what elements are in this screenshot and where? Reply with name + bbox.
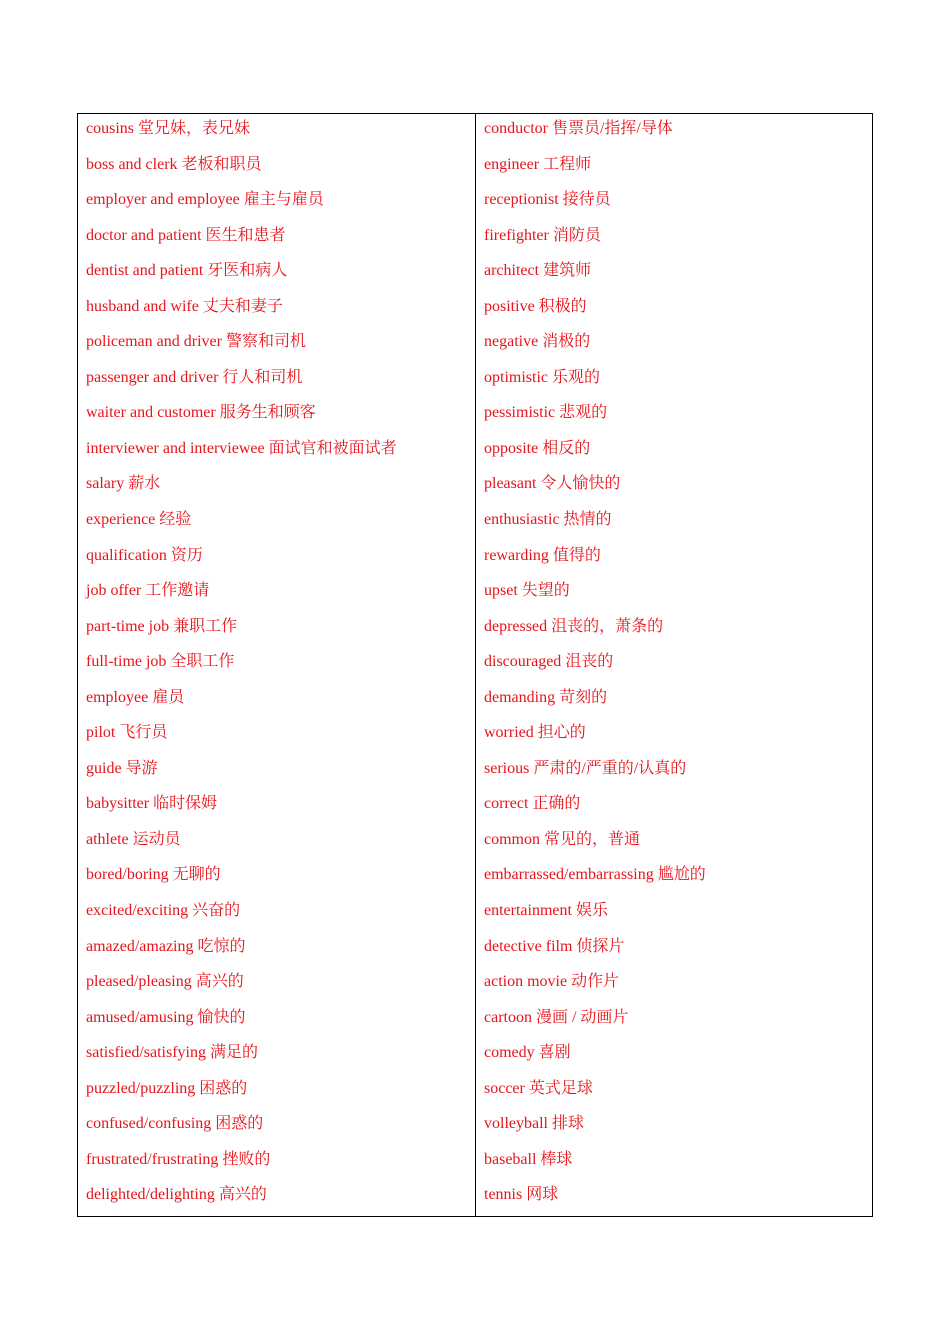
right-vocab-entry: positive 积极的	[484, 297, 587, 315]
right-vocab-entry: rewarding 值得的	[484, 546, 601, 564]
left-vocab-entry: cousins 堂兄妹，表兄妹	[86, 120, 251, 137]
left-vocab-entry: satisfied/satisfying 满足的	[86, 1044, 258, 1062]
right-vocab-entry: demanding 苛刻的	[484, 688, 608, 706]
left-vocab-entry: pilot 飞行员	[86, 724, 168, 742]
left-vocab-entry: husband and wife 丈夫和妻子	[86, 297, 283, 315]
right-vocab-entry: enthusiastic 热情的	[484, 511, 612, 529]
left-vocab-entry: excited/exciting 兴奋的	[86, 902, 241, 920]
right-vocab-entry: soccer 英式足球	[484, 1079, 593, 1097]
right-vocab-entry: comedy 喜剧	[484, 1044, 571, 1062]
left-vocab-entry: puzzled/puzzling 困惑的	[86, 1079, 248, 1097]
vocabulary-table	[77, 113, 873, 1217]
left-vocab-entry: frustrated/frustrating 挫败的	[86, 1150, 271, 1168]
left-vocab-entry: policeman and driver 警察和司机	[86, 333, 306, 351]
left-vocab-entry: amazed/amazing 吃惊的	[86, 937, 246, 955]
left-vocab-entry: employer and employee 雇主与雇员	[86, 191, 324, 209]
right-vocab-entry: architect 建筑师	[484, 262, 592, 280]
right-vocab-entry: cartoon 漫画 / 动画片	[484, 1008, 629, 1026]
right-vocab-entry: tennis 网球	[484, 1186, 559, 1204]
left-vocab-entry: bored/boring 无聊的	[86, 866, 221, 884]
left-vocab-entry: qualification 资历	[86, 546, 203, 564]
left-vocab-entry: experience 经验	[86, 511, 192, 529]
left-vocab-entry: dentist and patient 牙医和病人	[86, 262, 288, 280]
left-vocab-entry: salary 薪水	[86, 475, 161, 493]
right-vocab-entry: receptionist 接待员	[484, 191, 611, 209]
left-vocab-entry: part-time job 兼职工作	[86, 617, 238, 635]
right-vocab-entry: baseball 棒球	[484, 1150, 573, 1168]
left-vocab-entry: confused/confusing 困惑的	[86, 1115, 264, 1133]
right-vocab-entry: detective film 侦探片	[484, 937, 625, 955]
left-vocab-entry: full-time job 全职工作	[86, 653, 235, 671]
left-vocab-entry: boss and clerk 老板和职员	[86, 155, 262, 173]
right-vocab-entry: negative 消极的	[484, 333, 591, 351]
right-column	[476, 114, 872, 1216]
right-vocab-entry: correct 正确的	[484, 795, 581, 813]
left-vocab-entry: babysitter 临时保姆	[86, 795, 218, 813]
right-vocab-entry: discouraged 沮丧的	[484, 653, 614, 671]
right-vocab-entry: firefighter 消防员	[484, 226, 601, 244]
left-vocab-entry: amused/amusing 愉快的	[86, 1008, 246, 1026]
right-vocab-entry: pleasant 令人愉快的	[484, 475, 621, 493]
left-vocab-entry: doctor and patient 医生和患者	[86, 226, 286, 244]
right-vocab-entry: action movie 动作片	[484, 973, 620, 991]
right-vocab-entry: conductor 售票员/指挥/导体	[484, 120, 673, 137]
right-vocab-entry: entertainment 娱乐	[484, 902, 608, 920]
right-vocab-entry: optimistic 乐观的	[484, 368, 601, 386]
right-vocab-entry: worried 担心的	[484, 724, 586, 742]
left-vocab-entry: delighted/delighting 高兴的	[86, 1186, 267, 1204]
right-vocab-entry: depressed 沮丧的，萧条的	[484, 617, 664, 635]
right-vocab-entry: serious 严肃的/严重的/认真的	[484, 759, 687, 777]
left-vocab-entry: athlete 运动员	[86, 830, 181, 848]
left-vocab-entry: employee 雇员	[86, 688, 185, 706]
right-vocab-entry: pessimistic 悲观的	[484, 404, 608, 422]
left-vocab-entry: guide 导游	[86, 759, 158, 777]
right-vocab-entry: opposite 相反的	[484, 439, 591, 457]
left-vocab-entry: interviewer and interviewee 面试官和被面试者	[86, 439, 397, 457]
right-vocab-entry: engineer 工程师	[484, 155, 592, 173]
right-vocab-entry: embarrassed/embarrassing 尴尬的	[484, 866, 706, 884]
left-vocab-entry: waiter and customer 服务生和顾客	[86, 404, 316, 422]
left-column	[78, 114, 476, 1216]
right-vocab-entry: volleyball 排球	[484, 1115, 584, 1133]
left-vocab-entry: pleased/pleasing 高兴的	[86, 973, 244, 991]
right-vocab-entry: upset 失望的	[484, 582, 570, 600]
left-vocab-entry: job offer 工作邀请	[86, 582, 210, 600]
left-vocab-entry: passenger and driver 行人和司机	[86, 368, 303, 386]
right-vocab-entry: common 常见的，普通	[484, 830, 640, 848]
